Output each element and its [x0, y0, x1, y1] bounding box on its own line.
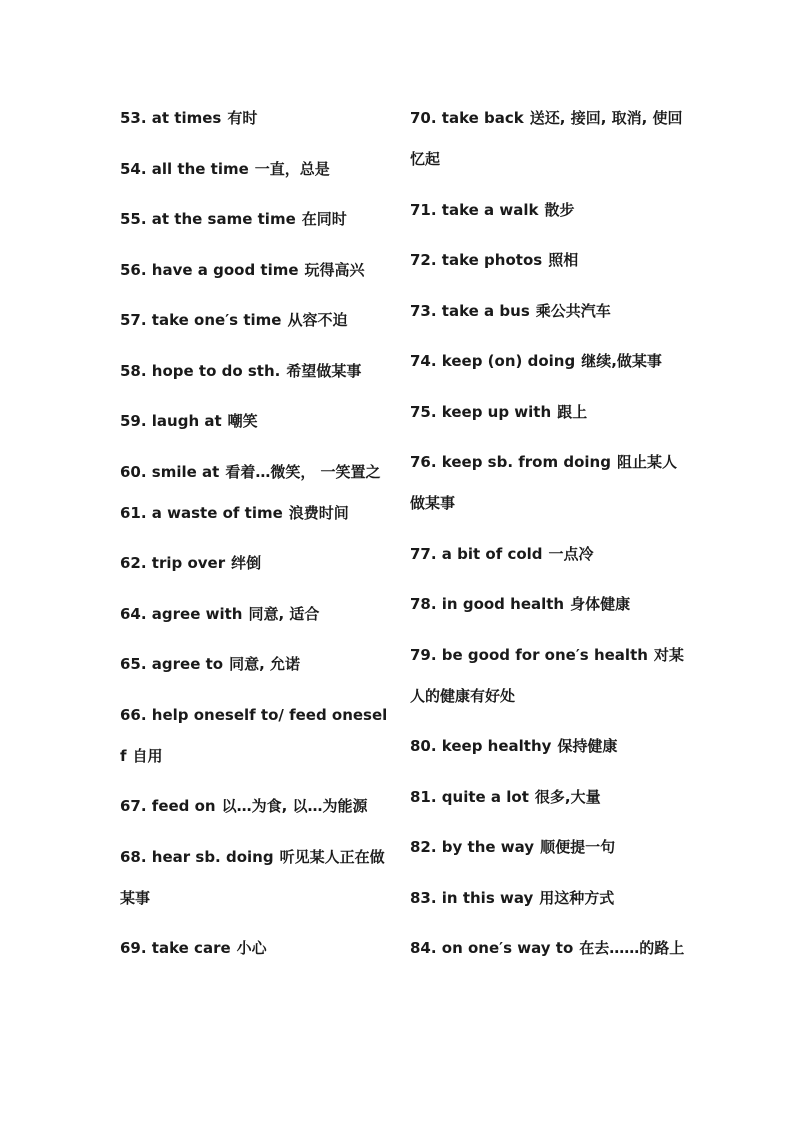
- phrase-chinese: 自用: [132, 746, 163, 765]
- phrase-chinese: 一直，总是: [254, 159, 330, 178]
- phrase-chinese: 从容不迫: [287, 311, 348, 329]
- phrase-english: 58. hope to do sth.: [120, 361, 281, 380]
- phrase-entry-67: [120, 786, 390, 827]
- phrase-chinese: 希望做某事: [286, 361, 362, 380]
- phrase-entry-81: [410, 777, 685, 818]
- phrase-entry-56: [120, 250, 390, 291]
- phrase-english: 81. quite a lot: [410, 787, 529, 806]
- phrase-entry-74: [410, 341, 685, 382]
- phrase-chinese: 小心: [236, 939, 267, 957]
- phrase-chinese: 同意, 适合: [248, 604, 320, 623]
- phrase-chinese: 浪费时间: [288, 503, 349, 522]
- phrase-english: 75. keep up with: [410, 402, 552, 421]
- phrase-english: 67. feed on: [120, 797, 216, 815]
- phrase-english: 57. take one′s time: [120, 311, 282, 329]
- phrase-chinese: 很多,大量: [534, 787, 601, 806]
- phrase-entry-66: [120, 695, 390, 777]
- phrase-english: 53. at times: [120, 109, 222, 127]
- phrase-entry-54: [120, 149, 390, 190]
- phrase-chinese: 散步: [544, 200, 575, 219]
- phrase-english: 55. at the same time: [120, 210, 296, 228]
- phrase-chinese: 送还, 接回, 取消, 使回忆起: [410, 109, 683, 168]
- phrase-chinese: 顺便提一句: [540, 838, 616, 856]
- phrase-entry-53: [120, 98, 390, 139]
- phrase-entry-62: [120, 543, 390, 584]
- phrase-chinese: 一点冷: [548, 544, 594, 563]
- phrase-english: 79. be good for one′s health: [410, 645, 648, 664]
- phrase-chinese: 以…为食, 以…为能源: [221, 797, 368, 815]
- phrase-entry-55: [120, 199, 390, 240]
- phrase-entry-76: [410, 442, 685, 524]
- phrase-chinese: 对某人的健康有好处: [410, 645, 684, 705]
- phrase-english: 65. agree to: [120, 655, 224, 673]
- phrase-entry-77: [410, 534, 685, 575]
- phrase-english: 71. take a walk: [410, 200, 539, 219]
- phrase-chinese: 有时: [227, 109, 258, 127]
- phrase-english: 62. trip over: [120, 554, 226, 572]
- phrase-english: 74. keep (on) doing: [410, 352, 576, 370]
- phrase-entry-75: [410, 392, 685, 433]
- phrase-english: 69. take care: [120, 939, 231, 957]
- phrase-entry-68: [120, 837, 390, 919]
- phrase-english: 82. by the way: [410, 838, 535, 856]
- phrase-entry-58: [120, 351, 390, 392]
- phrase-english: 59. laugh at: [120, 412, 222, 430]
- phrase-entry-78: [410, 584, 685, 625]
- phrase-english: 72. take photos: [410, 251, 543, 269]
- phrase-entry-73: [410, 291, 685, 332]
- phrase-entry-65: [120, 644, 390, 685]
- right-column: [410, 98, 685, 979]
- phrase-entry-57: [120, 300, 390, 341]
- phrase-english: 64. agree with: [120, 604, 243, 623]
- phrase-english: 76. keep sb. from doing: [410, 453, 611, 471]
- phrase-entry-82: [410, 827, 685, 868]
- phrase-entry-83: [410, 878, 685, 919]
- phrase-chinese: 用这种方式: [539, 888, 615, 907]
- phrase-english: 78. in good health: [410, 595, 565, 613]
- phrase-chinese: 玩得高兴: [304, 260, 365, 279]
- phrase-entry-84: [410, 928, 685, 969]
- phrase-english: 77. a bit of cold: [410, 544, 543, 563]
- phrase-chinese: 保持健康: [557, 737, 618, 755]
- phrase-chinese: 绊倒: [231, 554, 262, 572]
- phrase-chinese: 阻止某人做某事: [410, 453, 677, 512]
- phrase-entry-60: [120, 452, 390, 493]
- phrase-entry-80: [410, 726, 685, 767]
- phrase-chinese: 同意, 允诺: [229, 655, 301, 673]
- phrase-english: 80. keep healthy: [410, 737, 552, 755]
- phrase-chinese: 继续,做某事: [581, 352, 662, 370]
- phrase-chinese: 在去……的路上: [579, 939, 685, 957]
- phrase-chinese: 照相: [548, 251, 579, 269]
- phrase-english: 84. on one′s way to: [410, 939, 574, 957]
- phrase-entry-72: [410, 240, 685, 281]
- phrase-chinese: 乘公共汽车: [535, 301, 611, 320]
- phrase-english: 60. smile at: [120, 462, 220, 481]
- phrase-chinese: 在同时: [301, 210, 347, 228]
- phrase-english: 68. hear sb. doing: [120, 847, 274, 866]
- phrase-entry-70: [410, 98, 685, 180]
- phrase-chinese: 嘲笑: [227, 412, 258, 430]
- phrase-entry-79: [410, 635, 685, 717]
- phrase-chinese: 听见某人正在做某事: [120, 847, 385, 907]
- phrase-entry-59: [120, 401, 390, 442]
- phrase-entry-64: [120, 594, 390, 635]
- phrase-chinese: 看着…微笑， 一笑置之: [225, 462, 381, 481]
- phrase-english: 83. in this way: [410, 888, 534, 907]
- phrase-english: 66. help oneself to/ feed oneself: [120, 705, 388, 765]
- phrase-english: 73. take a bus: [410, 301, 530, 320]
- phrase-english: 70. take back: [410, 109, 524, 127]
- phrase-entry-71: [410, 190, 685, 231]
- phrase-chinese: 身体健康: [570, 595, 631, 613]
- phrase-english: 56. have a good time: [120, 260, 299, 279]
- phrase-english: 54. all the time: [120, 159, 249, 178]
- phrase-english: 61. a waste of time: [120, 503, 283, 522]
- left-column: [120, 98, 390, 979]
- phrase-chinese: 跟上: [557, 402, 588, 421]
- phrase-entry-69: [120, 928, 390, 969]
- phrase-entry-61: [120, 493, 390, 534]
